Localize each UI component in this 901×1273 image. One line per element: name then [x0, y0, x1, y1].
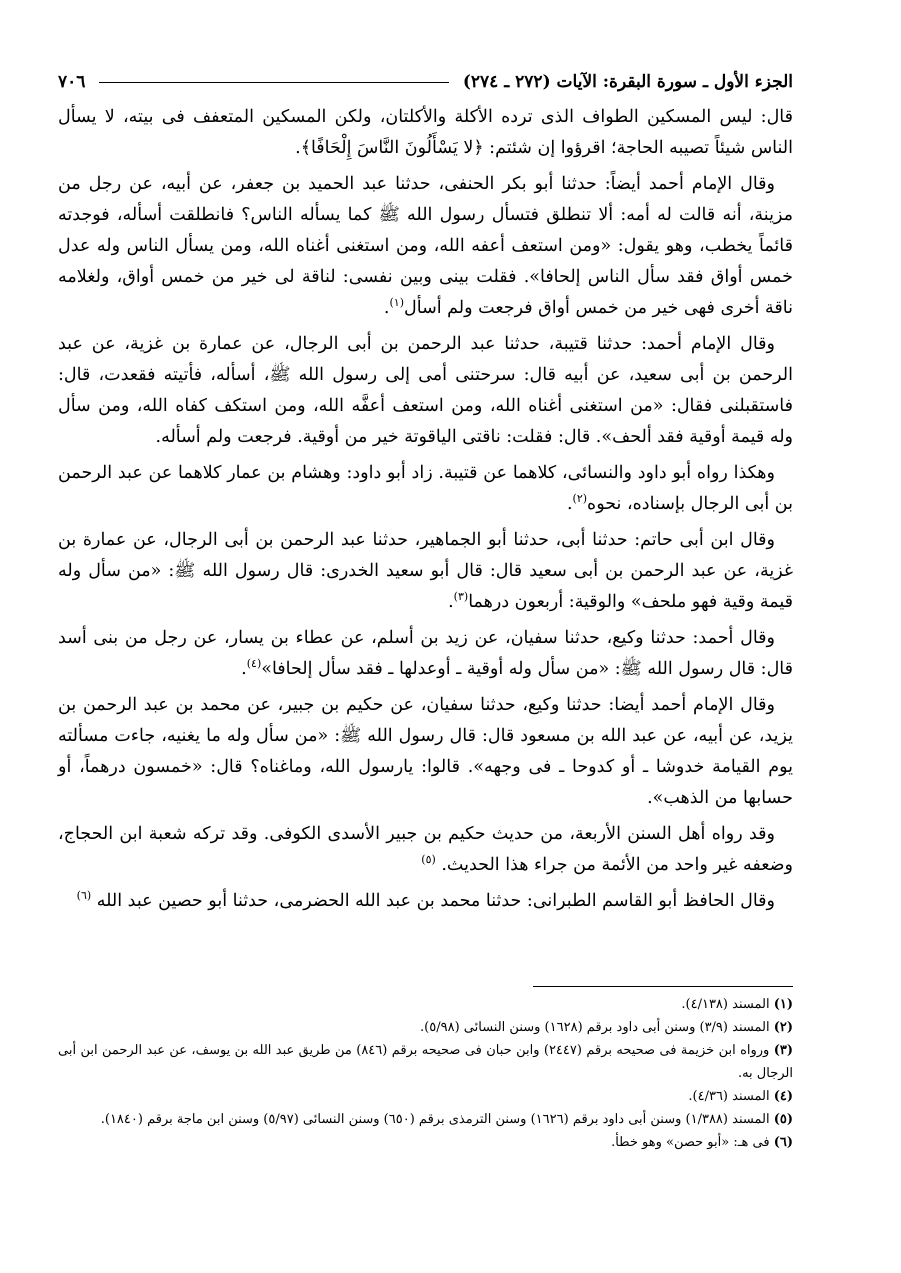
paragraph-text: وقد رواه أهل السنن الأربعة، من حديث حكيم بن جبير الأسدى الكوفى. وقد تركه شعبة ابن الحجاج، وضعفه غير واحد من الأئمة من جراء هذا الحديث. — [58, 824, 793, 875]
footnote-number: (٤) — [773, 1089, 793, 1104]
footnote-text: فى هـ: «أبو حصن» وهو خطأ. — [611, 1135, 770, 1150]
footnote — [58, 1131, 793, 1154]
footnote-ref: (٢) — [572, 492, 588, 506]
footnote — [58, 1039, 793, 1085]
footnote-number: (٢) — [773, 1020, 793, 1035]
paragraph-text: وقال الإمام أحمد أيضاً: حدثنا أبو بكر الحنفى، حدثنا عبد الحميد بن جعفر، عن أبيه، عن رجل من مزينة، أنه قالت له أمه: ألا تنطلق فتسأل رسول الله ﷺ كما يسأله الناس؟ فانطلقت أسأله، فوجدته قائماً يخطب، وهو يقول: «ومن استعف أعفه الله، ومن استغنى أغناه الله، ومن يسأل الناس وله عدل خمس أواق فقد سأل الناس إلحافا». فقلت بينى وبين نفسى: لناقة لى خير من خمس أواق، ولغلامه ناقة أخرى فهى خير من خمس أواق فرجعت ولم أسأل — [58, 174, 793, 318]
page-number: ٧٠٦ — [58, 72, 86, 92]
paragraph-text: وقال الحافظ أبو القاسم الطبرانى: حدثنا محمد بن عبد الله الحضرمى، حدثنا أبو حصين عبد الله — [96, 891, 775, 911]
footnote-ref: (٣) — [453, 590, 469, 604]
footnote-ref: (٦) — [76, 889, 92, 903]
paragraph-text: وقال الإمام أحمد: حدثنا قتيبة، حدثنا عبد الرحمن بن أبى الرجال، عن عمارة بن غزية، عن عبد الرحمن بن أبى سعيد، عن أبيه قال: سرحتنى أمى إلى رسول الله ﷺ، أسأله، فأتيته فقعدت، قال: فاستقبلنى فقال: «من استغنى أغناه الله، ومن استعف أعفَّه الله، ومن استكف كفاه الله، ومن سأل وله قيمة أوقية فقد ألحف». قال: فقلت: ناقتى الياقوتة خير من أوقية. فرجعت ولم أسأله. — [58, 334, 793, 447]
footnote — [58, 993, 793, 1016]
paragraph-text: وقال ابن أبى حاتم: حدثنا أبى، حدثنا أبو الجماهير، حدثنا عبد الرحمن بن أبى الرجال، عن عمارة بن غزية، عن عبد الرحمن بن أبى سعيد قال: قال أبو سعيد الخدرى: قال رسول الله ﷺ: «من سأل وله قيمة وقية فهو ملحف» والوقية: أربعون درهما — [58, 530, 793, 612]
footnote-text: ورواه ابن خزيمة فى صحيحه برقم (٢٤٤٧) وابن حبان فى صحيحه برقم (٨٤٦) من طريق عبد الله بن يوسف، عن عبد الرحمن ابن أبى الرجال به. — [58, 1043, 793, 1081]
paragraph — [58, 329, 793, 453]
footnote-number: (٦) — [773, 1135, 793, 1150]
paragraph-text: وقال أحمد: حدثنا وكيع، حدثنا سفيان، عن زيد بن أسلم، عن عطاء بن يسار، عن رجل من بنى أسد قال: قال رسول الله ﷺ: «من سأل وله أوقية ـ أوعدلها ـ فقد سأل إلحافا» — [58, 628, 793, 679]
footnote — [58, 1108, 793, 1131]
paragraph-text: وقال الإمام أحمد أيضا: حدثنا وكيع، حدثنا سفيان، عن حكيم بن جبير، عن محمد بن عبد الرحمن بن يزيد، عن أبيه، عن عبد الله بن مسعود قال: قال رسول الله ﷺ: «من سأل وله ما يغنيه، جاءت مسألته يوم القيامة خدوشا ـ أو كدوحا ـ فى وجهه». قالوا: يارسول الله، وماغناه؟ قال: «خمسون درهماً، أو حسابها من الذهب». — [58, 695, 793, 808]
footnote-text: المسند (٤/٣٦). — [688, 1089, 770, 1104]
footnote-text: المسند (٣/٩) وسنن أبى داود برقم (١٦٢٨) وسنن النسائى (٥/٩٨). — [420, 1020, 770, 1035]
footnote-number: (٥) — [773, 1112, 793, 1127]
footnote-rule — [533, 986, 793, 987]
paragraph — [58, 886, 793, 917]
paragraph: وهكذا رواه أبو داود والنسائى، كلاهما عن قتيبة. زاد أبو داود: وهشام بن عمار كلاهما عن عبد الرحمن بن أبى الرجال بإسناده، نحوه$^{(٢)}$. — [58, 463, 793, 514]
paragraph — [58, 102, 793, 164]
footnote-ref: (١) — [389, 296, 405, 310]
running-header — [58, 62, 793, 102]
footnotes — [58, 986, 793, 1154]
footnote-ref: (٥) — [421, 853, 436, 867]
header-rule — [99, 82, 448, 83]
paragraph-text: وهكذا رواه أبو داود والنسائى، كلاهما عن قتيبة. زاد أبو داود: وهشام بن عمار كلاهما عن عبد الرحمن بن أبى الرجال بإسناده، نحوه — [58, 463, 793, 514]
footnote — [58, 1016, 793, 1039]
footnote-text: المسند (١/٣٨٨) وسنن أبى داود برقم (١٦٢٦) وسنن الترمذى برقم (٦٥٠) وسنن النسائى (٥/٩٧) وسنن ابن ماجة برقم (١٨٤٠). — [100, 1112, 770, 1127]
paragraph — [58, 819, 793, 881]
footnote-ref: (٤) — [246, 657, 262, 671]
footnote-number: (٣) — [773, 1043, 793, 1058]
footnote-text: المسند (٤/١٣٨). — [681, 997, 770, 1012]
paragraph — [58, 690, 793, 814]
paragraph: وقال الإمام أحمد أيضاً: حدثنا أبو بكر الحنفى، حدثنا عبد الحميد بن جعفر، عن أبيه، عن رجل من مزينة، أنه قالت له أمه: ألا تنطلق فتسأل رسول الله ﷺ كما يسأله الناس؟ فانطلقت أسأله، فوجدته قائماً يخطب، وهو يقول: «ومن استعف أعفه الله، ومن استغنى أغناه الله، ومن يسأل الناس وله عدل خمس أواق فقد سأل الناس إلحافا». فقلت بينى وبين نفسى: لناقة لى خير من خمس أواق، ولغلامه ناقة أخرى فهى خير من خمس أواق فرجعت ولم أسأل$^{(١)}$. — [58, 174, 793, 318]
paragraph: وقال ابن أبى حاتم: حدثنا أبى، حدثنا أبو الجماهير، حدثنا عبد الرحمن بن أبى الرجال، عن عمارة بن غزية، عن عبد الرحمن بن أبى سعيد قال: قال أبو سعيد الخدرى: قال رسول الله ﷺ: «من سأل وله قيمة وقية فهو ملحف» والوقية: أربعون درهما$^{(٣)}$. — [58, 530, 793, 612]
document-page — [58, 62, 793, 1262]
paragraph-text: قال: ليس المسكين الطواف الذى ترده الأكلة والأكلتان، ولكن المسكين المتعفف فى بيته، لا يسأل الناس شيئاً تصيبه الحاجة؛ اقرؤوا إن شئتم: ﴿لا يَسْأَلُونَ النَّاسَ إِلْحَافًا﴾. — [58, 107, 793, 158]
main-text — [58, 102, 793, 917]
header-title: الجزء الأول ـ سورة البقرة: الآيات (٢٧٢ ـ ٢٧٤) — [462, 72, 793, 92]
footnote — [58, 1085, 793, 1108]
paragraph: وقال أحمد: حدثنا وكيع، حدثنا سفيان، عن زيد بن أسلم، عن عطاء بن يسار، عن رجل من بنى أسد قال: قال رسول الله ﷺ: «من سأل وله أوقية ـ أوعدلها ـ فقد سأل إلحافا»$^{(٤)}$. — [58, 628, 793, 679]
footnote-number: (١) — [773, 997, 793, 1012]
